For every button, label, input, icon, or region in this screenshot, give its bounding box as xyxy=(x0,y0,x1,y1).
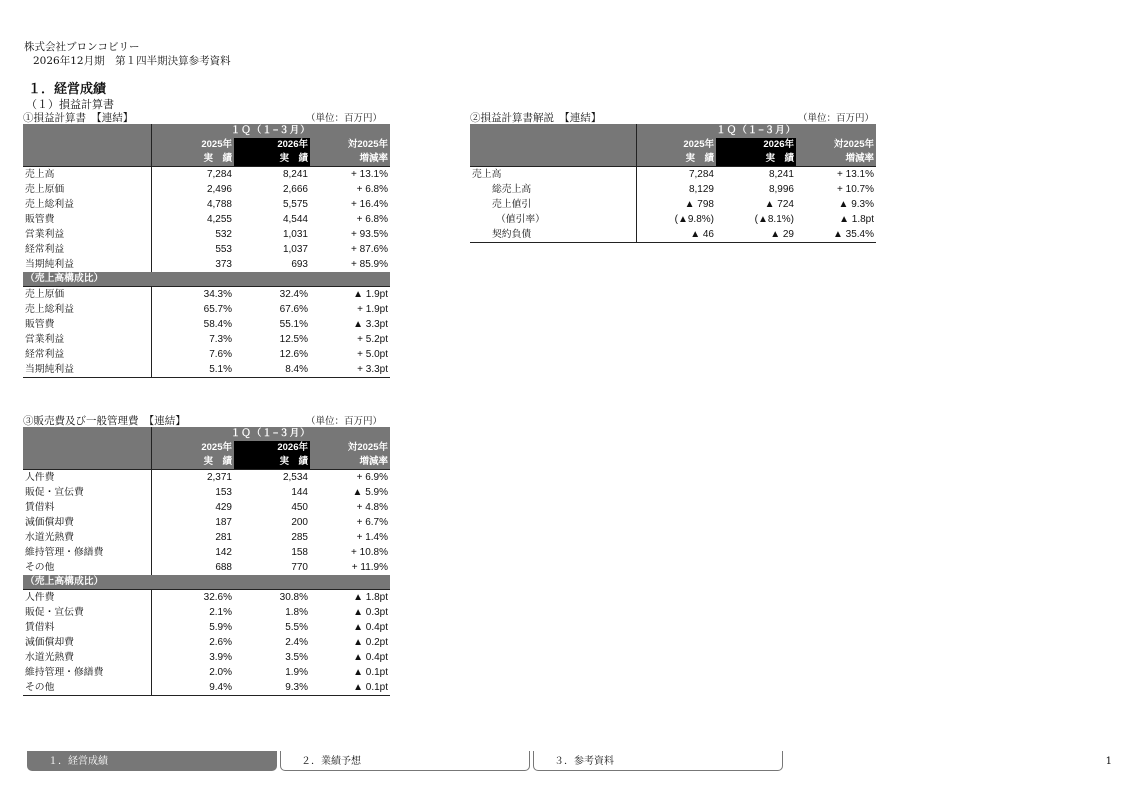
value-current-year: 770 xyxy=(291,562,308,573)
table-title: ①損益計算書 【連結】 xyxy=(23,112,134,124)
value-yoy-change: + 6.9% xyxy=(310,470,390,486)
table-row xyxy=(23,515,390,530)
value-prev-year: 34.3% xyxy=(151,287,234,303)
value-yoy-change: ▲ 0.3pt xyxy=(353,607,388,618)
value-current-year: 32.4% xyxy=(234,287,310,303)
header-yoy-rate: 増減率 xyxy=(796,152,876,167)
value-yoy-change: + 10.8% xyxy=(351,547,388,558)
table-row xyxy=(470,197,876,212)
period-header: １Ｑ（１−３月） xyxy=(151,124,390,138)
value-yoy-change: + 16.4% xyxy=(351,199,388,210)
table-row xyxy=(23,680,390,696)
row-label: 減価償却費 xyxy=(23,635,151,650)
row-label: 当期純利益 xyxy=(23,362,151,378)
header-year-prev: 2025年 xyxy=(151,441,234,455)
value-current-year: 2,534 xyxy=(234,470,310,486)
section-tab-bar xyxy=(0,751,1140,773)
table-title: ②損益計算書解説 【連結】 xyxy=(470,112,602,124)
value-current-year: 67.6% xyxy=(279,304,308,315)
header-yoy-rate: 増減率 xyxy=(310,455,390,470)
value-yoy-change: + 13.1% xyxy=(796,167,876,183)
table-row xyxy=(470,182,876,197)
row-label: その他 xyxy=(23,680,151,696)
income-statement-table xyxy=(23,124,390,378)
subsection-title: （１）損益計算書 xyxy=(26,98,114,111)
header-actual-prev: 実 績 xyxy=(151,152,234,167)
document-header xyxy=(24,40,231,68)
value-current-year: 8,241 xyxy=(234,167,310,183)
value-prev-year: 373 xyxy=(215,259,232,270)
ratio-section-label: （売上高構成比） xyxy=(23,272,390,287)
value-current-year: 4,544 xyxy=(282,214,308,225)
header-blank-cell xyxy=(23,455,151,470)
table-row xyxy=(23,635,390,650)
header-actual-cur: 実 績 xyxy=(716,152,796,167)
value-prev-year: 2.6% xyxy=(209,637,232,648)
value-current-year: 285 xyxy=(291,532,308,543)
row-label: 営業利益 xyxy=(23,332,151,347)
value-yoy-change: + 10.7% xyxy=(837,184,874,195)
header-row xyxy=(470,124,876,138)
header-year-cur: 2026年 xyxy=(234,138,310,152)
value-yoy-change: + 3.3pt xyxy=(310,362,390,378)
value-yoy-change: + 11.9% xyxy=(351,562,388,573)
unit-label: （単位：百万円） xyxy=(305,113,382,124)
value-prev-year: 2.0% xyxy=(209,667,232,678)
table-row xyxy=(23,257,390,272)
table-row xyxy=(23,227,390,242)
tab-business-results[interactable] xyxy=(27,751,277,771)
value-prev-year: 58.4% xyxy=(203,319,232,330)
row-label: 売上総利益 xyxy=(23,197,151,212)
value-prev-year: 65.7% xyxy=(203,304,232,315)
value-yoy-change: + 1.4% xyxy=(356,532,388,543)
value-prev-year: 2,496 xyxy=(206,184,232,195)
table-row xyxy=(470,167,876,183)
value-yoy-change: ▲ 0.4pt xyxy=(353,622,388,633)
header-yoy: 対2025年 xyxy=(310,441,390,455)
ratio-section-label: （売上高構成比） xyxy=(23,575,390,590)
row-label: 人件費 xyxy=(23,470,151,486)
value-current-year: 200 xyxy=(291,517,308,528)
income-statement-table-block xyxy=(23,110,390,378)
value-prev-year: 7,284 xyxy=(636,167,716,183)
row-label: その他 xyxy=(23,560,151,575)
tab-label: ２．業績予想 xyxy=(301,756,361,767)
row-label: 賃借料 xyxy=(23,620,151,635)
header-year-prev: 2025年 xyxy=(151,138,234,152)
value-prev-year: 429 xyxy=(215,502,232,513)
value-yoy-change: + 5.0pt xyxy=(357,349,388,360)
value-yoy-change: ▲ 1.9pt xyxy=(310,287,390,303)
value-current-year: 12.6% xyxy=(279,349,308,360)
table-row xyxy=(470,212,876,227)
table-row xyxy=(23,605,390,620)
header-row xyxy=(23,441,390,455)
value-prev-year: 4,788 xyxy=(206,199,232,210)
row-label: 販促・宣伝費 xyxy=(23,605,151,620)
value-yoy-change: ▲ 3.3pt xyxy=(353,319,388,330)
value-prev-year: 32.6% xyxy=(151,590,234,606)
sga-table xyxy=(23,427,390,696)
value-yoy-change: ▲ 9.3% xyxy=(838,199,874,210)
row-label: 維持管理・修繕費 xyxy=(23,665,151,680)
table-row xyxy=(23,530,390,545)
value-prev-year: 8,129 xyxy=(688,184,714,195)
value-prev-year: ▲ 798 xyxy=(684,199,714,210)
value-current-year: ▲ 29 xyxy=(716,227,796,243)
value-current-year: 30.8% xyxy=(234,590,310,606)
value-prev-year: 3.9% xyxy=(209,652,232,663)
value-yoy-change: + 93.5% xyxy=(351,229,388,240)
value-prev-year: 187 xyxy=(215,517,232,528)
table-row xyxy=(23,470,390,486)
value-current-year: 693 xyxy=(291,259,308,270)
value-yoy-change: ▲ 5.9% xyxy=(352,487,388,498)
value-yoy-change: ▲ 0.4pt xyxy=(353,652,388,663)
header-year-prev: 2025年 xyxy=(636,138,716,152)
header-blank-cell xyxy=(470,152,636,167)
value-current-year: 9.3% xyxy=(234,680,310,696)
row-label: 総売上高 xyxy=(470,182,636,197)
value-prev-year: 142 xyxy=(215,547,232,558)
value-current-year: 2,666 xyxy=(282,184,308,195)
page-number: 1 xyxy=(1105,756,1112,767)
table-row xyxy=(23,620,390,635)
value-yoy-change: + 5.2pt xyxy=(357,334,388,345)
unit-label: （単位：百万円） xyxy=(797,113,874,124)
value-current-year: 12.5% xyxy=(279,334,308,345)
value-current-year: 8,996 xyxy=(768,184,794,195)
value-prev-year: 532 xyxy=(215,229,232,240)
row-label: 営業利益 xyxy=(23,227,151,242)
value-current-year: 5.5% xyxy=(285,622,308,633)
table-title: ③販売費及び一般管理費 【連結】 xyxy=(23,415,186,427)
table-row xyxy=(23,242,390,257)
row-label: 売上原価 xyxy=(23,182,151,197)
value-current-year: 1.9% xyxy=(285,667,308,678)
tab-label: １．経営成績 xyxy=(48,756,108,767)
table-row xyxy=(23,665,390,680)
sga-table-block xyxy=(23,413,390,696)
value-prev-year: (▲9.8%) xyxy=(674,214,714,225)
value-current-year: 158 xyxy=(291,547,308,558)
row-label: 水道光熱費 xyxy=(23,530,151,545)
value-current-year: 55.1% xyxy=(279,319,308,330)
value-current-year: 5,575 xyxy=(282,199,308,210)
header-row xyxy=(23,455,390,470)
header-row xyxy=(23,427,390,441)
value-yoy-change: + 13.1% xyxy=(310,167,390,183)
table-row xyxy=(470,227,876,243)
value-prev-year: 7.3% xyxy=(209,334,232,345)
row-label: 売上原価 xyxy=(23,287,151,303)
table-row xyxy=(23,650,390,665)
table-row xyxy=(23,590,390,606)
row-label: 水道光熱費 xyxy=(23,650,151,665)
value-prev-year: 4,255 xyxy=(206,214,232,225)
period-header: １Ｑ（１−３月） xyxy=(636,124,876,138)
header-blank-cell xyxy=(23,152,151,167)
header-year-cur: 2026年 xyxy=(234,441,310,455)
value-yoy-change: + 6.8% xyxy=(356,184,388,195)
value-yoy-change: ▲ 35.4% xyxy=(796,227,876,243)
value-prev-year: 2,371 xyxy=(151,470,234,486)
table-row xyxy=(23,212,390,227)
value-yoy-change: + 87.6% xyxy=(351,244,388,255)
value-yoy-change: + 4.8% xyxy=(356,502,388,513)
row-label: 売上高 xyxy=(470,167,636,183)
header-yoy-rate: 増減率 xyxy=(310,152,390,167)
table-row xyxy=(23,545,390,560)
value-current-year: 8.4% xyxy=(234,362,310,378)
table-row xyxy=(23,302,390,317)
value-prev-year: 5.1% xyxy=(151,362,234,378)
header-row xyxy=(23,138,390,152)
table-row xyxy=(23,317,390,332)
header-row xyxy=(470,152,876,167)
row-label: 売上値引 xyxy=(470,197,636,212)
company-name: 株式会社ブロンコビリー xyxy=(24,41,140,53)
tab-forecast[interactable] xyxy=(280,751,530,771)
value-yoy-change: + 1.9pt xyxy=(357,304,388,315)
value-prev-year: 5.9% xyxy=(209,622,232,633)
value-prev-year: 553 xyxy=(215,244,232,255)
table-row xyxy=(23,197,390,212)
row-label: 人件費 xyxy=(23,590,151,606)
row-label: 減価償却費 xyxy=(23,515,151,530)
header-actual-cur: 実 績 xyxy=(234,152,310,167)
header-blank-cell xyxy=(470,138,636,152)
row-label: 売上総利益 xyxy=(23,302,151,317)
row-label: 売上高 xyxy=(23,167,151,183)
value-current-year: 2.4% xyxy=(285,637,308,648)
row-label: 経常利益 xyxy=(23,347,151,362)
row-label: 契約負債 xyxy=(470,227,636,243)
row-label: 販管費 xyxy=(23,317,151,332)
value-prev-year: 7.6% xyxy=(209,349,232,360)
header-row xyxy=(23,124,390,138)
tab-label: ３．参考資料 xyxy=(554,756,614,767)
table-row xyxy=(23,182,390,197)
section-title: １．経営成績 xyxy=(28,82,107,97)
table-row xyxy=(23,362,390,378)
value-current-year: 8,241 xyxy=(716,167,796,183)
row-label: （値引率） xyxy=(470,212,636,227)
value-current-year: ▲ 724 xyxy=(764,199,794,210)
value-current-year: (▲8.1%) xyxy=(754,214,794,225)
row-label: 販管費 xyxy=(23,212,151,227)
value-yoy-change: ▲ 0.1pt xyxy=(310,680,390,696)
table-row xyxy=(23,332,390,347)
value-prev-year: 9.4% xyxy=(151,680,234,696)
income-statement-commentary-block xyxy=(470,110,876,243)
value-yoy-change: ▲ 0.2pt xyxy=(353,637,388,648)
value-prev-year: 7,284 xyxy=(151,167,234,183)
header-yoy: 対2025年 xyxy=(796,138,876,152)
report-period: 2026年12月期 第１四半期決算参考資料 xyxy=(33,55,231,67)
row-label: 販促・宣伝費 xyxy=(23,485,151,500)
value-yoy-change: + 85.9% xyxy=(351,259,388,270)
tab-reference[interactable] xyxy=(533,751,783,771)
value-prev-year: 688 xyxy=(215,562,232,573)
ratio-section-header xyxy=(23,575,390,590)
value-yoy-change: + 6.8% xyxy=(356,214,388,225)
header-actual-cur: 実 績 xyxy=(234,455,310,470)
header-actual-prev: 実 績 xyxy=(636,152,716,167)
row-label: 賃借料 xyxy=(23,500,151,515)
table-row xyxy=(23,287,390,303)
value-yoy-change: ▲ 0.1pt xyxy=(353,667,388,678)
table-row xyxy=(23,500,390,515)
value-yoy-change: ▲ 1.8pt xyxy=(839,214,874,225)
period-header: １Ｑ（１−３月） xyxy=(151,427,390,441)
header-blank-cell xyxy=(23,138,151,152)
value-current-year: 1,037 xyxy=(282,244,308,255)
table-row xyxy=(23,485,390,500)
header-yoy: 対2025年 xyxy=(310,138,390,152)
value-current-year: 1.8% xyxy=(285,607,308,618)
value-current-year: 144 xyxy=(291,487,308,498)
value-prev-year: 2.1% xyxy=(209,607,232,618)
header-row xyxy=(23,152,390,167)
header-row xyxy=(470,138,876,152)
value-current-year: 450 xyxy=(291,502,308,513)
ratio-section-header xyxy=(23,272,390,287)
value-yoy-change: ▲ 1.8pt xyxy=(310,590,390,606)
header-blank-cell xyxy=(23,124,151,138)
table-row xyxy=(23,347,390,362)
value-prev-year: 281 xyxy=(215,532,232,543)
header-actual-prev: 実 績 xyxy=(151,455,234,470)
header-blank-cell xyxy=(23,427,151,441)
value-current-year: 1,031 xyxy=(282,229,308,240)
table-row xyxy=(23,167,390,183)
row-label: 維持管理・修繕費 xyxy=(23,545,151,560)
value-prev-year: 153 xyxy=(215,487,232,498)
unit-label: （単位：百万円） xyxy=(305,416,382,427)
value-current-year: 3.5% xyxy=(285,652,308,663)
income-statement-commentary-table xyxy=(470,124,876,243)
value-prev-year: ▲ 46 xyxy=(636,227,716,243)
header-year-cur: 2026年 xyxy=(716,138,796,152)
table-row xyxy=(23,560,390,575)
value-yoy-change: + 6.7% xyxy=(356,517,388,528)
header-blank-cell xyxy=(23,441,151,455)
header-blank-cell xyxy=(470,124,636,138)
row-label: 経常利益 xyxy=(23,242,151,257)
row-label: 当期純利益 xyxy=(23,257,151,272)
